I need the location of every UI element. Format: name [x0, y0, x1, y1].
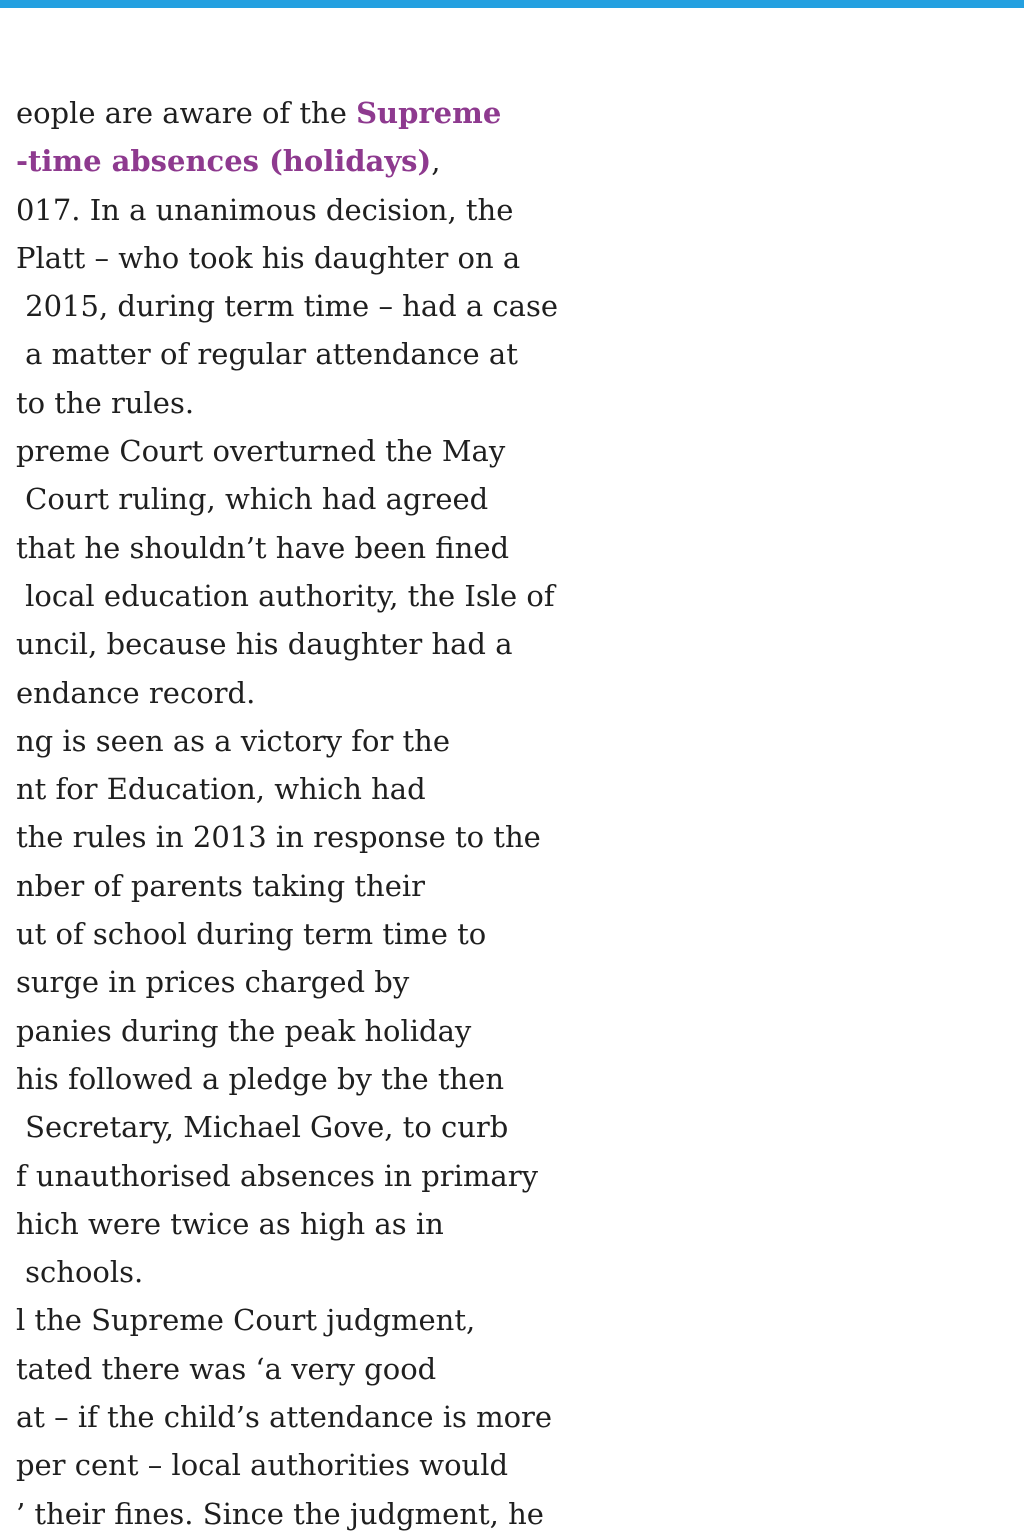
line-text: endance record.: [15, 675, 256, 710]
text-line: [16, 862, 558, 910]
text-line: [16, 1490, 558, 1538]
line-text: Platt – who took his daughter on a: [15, 240, 521, 275]
text-line: [16, 282, 558, 330]
text-line: [16, 1296, 558, 1344]
article-body-text: [16, 89, 558, 1538]
text-line: [16, 1441, 558, 1489]
line-text: surge in prices charged by: [15, 965, 410, 1000]
text-line: [16, 89, 558, 137]
text-line: [16, 186, 558, 234]
text-line: [16, 1103, 558, 1151]
line-text: l the Supreme Court judgment,: [15, 1303, 476, 1338]
text-line: [16, 1152, 558, 1200]
text-line: [16, 234, 558, 282]
text-line: [16, 1200, 558, 1248]
text-line: [16, 1248, 558, 1296]
line-text: at – if the child’s attendance is more: [15, 1400, 553, 1435]
highlighted-link-text[interactable]: Supreme: [356, 96, 502, 130]
text-line: [16, 379, 558, 427]
line-text: uncil, because his daughter had a: [15, 627, 513, 662]
line-text: 2015, during term time – had a case: [15, 289, 558, 324]
text-line: [16, 765, 558, 813]
text-line: [16, 137, 558, 185]
text-line: [16, 572, 558, 620]
text-line: [16, 1007, 558, 1055]
line-text: the rules in 2013 in response to the: [15, 820, 541, 855]
text-line: [16, 475, 558, 523]
line-text: schools.: [15, 1255, 144, 1290]
line-text: eople are aware of the: [15, 96, 357, 130]
text-line: [16, 330, 558, 378]
text-line: [16, 427, 558, 475]
text-line: [16, 1345, 558, 1393]
line-text: local education authority, the Isle of: [15, 578, 555, 613]
highlighted-link-text[interactable]: -time absences (holidays): [15, 144, 432, 179]
text-line: [16, 813, 558, 861]
line-text: ut of school during term time to: [15, 917, 487, 952]
line-text: hich were twice as high as in: [15, 1206, 444, 1241]
line-text: f unauthorised absences in primary: [15, 1158, 538, 1193]
text-line: [16, 910, 558, 958]
line-text: Court ruling, which had agreed: [15, 482, 489, 517]
text-line: [16, 524, 558, 572]
line-text: Secretary, Michael Gove, to curb: [15, 1110, 509, 1145]
line-text: preme Court overturned the May: [15, 434, 506, 469]
line-text: that he shouldn’t have been fined: [15, 530, 510, 565]
text-line: [16, 1055, 558, 1103]
text-line: [16, 669, 558, 717]
text-line: [16, 620, 558, 668]
text-line: [16, 1393, 558, 1441]
line-text: 017. In a unanimous decision, the: [15, 192, 514, 227]
line-text: nber of parents taking their: [15, 868, 426, 903]
text-line: [16, 958, 558, 1006]
line-text: tated there was ‘a very good: [15, 1351, 437, 1386]
top-accent-bar: [0, 0, 1024, 8]
line-text: panies during the peak holiday: [15, 1013, 472, 1048]
line-text: per cent – local authorities would: [15, 1448, 509, 1483]
line-text: his followed a pledge by the then: [15, 1061, 505, 1096]
line-text: a matter of regular attendance at: [15, 337, 518, 372]
line-text: nt for Education, which had: [15, 772, 426, 807]
line-text: ng is seen as a victory for the: [15, 723, 451, 758]
text-line: [16, 717, 558, 765]
line-text: to the rules.: [15, 385, 195, 420]
line-text: ’ their fines. Since the judgment, he: [15, 1496, 544, 1531]
line-text: ,: [431, 144, 441, 179]
